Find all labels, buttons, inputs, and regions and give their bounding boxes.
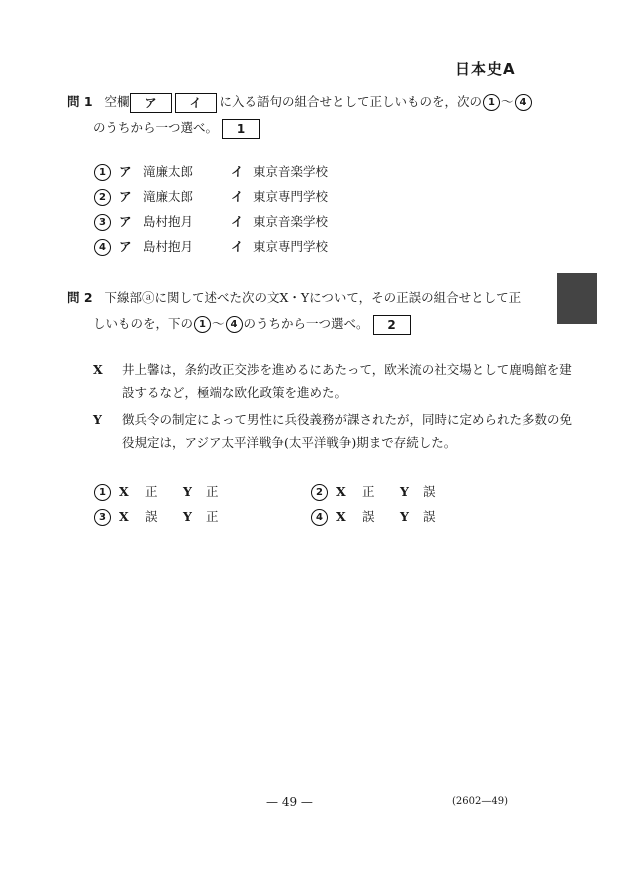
q2-line1 (67, 288, 521, 306)
tilde: 〜 (501, 94, 514, 109)
range-end-marker: 4 (226, 316, 243, 333)
y-label: Y (183, 509, 192, 524)
q1-option[interactable] (93, 187, 393, 207)
page-number: — 49 — (266, 795, 313, 809)
q2-line2-text-b: のうちから一つ選べ。 (243, 316, 369, 331)
q1-line1 (67, 92, 533, 113)
q2-label: 問 2 (67, 290, 93, 305)
y-label: Y (183, 484, 192, 499)
answer-box-2: 2 (373, 315, 411, 335)
option-number-marker: 1 (94, 484, 111, 501)
answer-box-1: 1 (222, 119, 260, 139)
x-value: 誤 (145, 509, 158, 524)
y-value: 正 (206, 484, 219, 499)
option-value-b: 東京音楽学校 (253, 214, 329, 229)
q1-option[interactable] (93, 162, 393, 182)
x-value: 正 (362, 484, 375, 499)
option-value-a: 島村抱月 (143, 239, 194, 254)
option-value-b: 東京専門学校 (253, 239, 329, 254)
option-value-b: 東京専門学校 (253, 189, 329, 204)
option-number-marker: 2 (94, 189, 111, 206)
option-number-marker: 4 (94, 239, 111, 256)
q1-text-b: に入る語句の組合せとして正しいものを，次の (219, 94, 483, 109)
y-label: Y (400, 509, 409, 524)
option-key-b: イ (231, 189, 244, 204)
page-edge-tab (557, 273, 597, 324)
y-value: 正 (206, 509, 219, 524)
q2-line2-text-a: しいものを，下の (93, 316, 194, 331)
q1-line2 (93, 118, 260, 139)
x-value: 誤 (362, 509, 375, 524)
statement-text: 井上馨は，条約改正交渉を進めるにあたって，欧米流の社交場として鹿鳴館を建設するなど，極端な欧化政策を進めた。 (122, 362, 572, 400)
q2-answer-option[interactable] (310, 507, 470, 527)
statement-label: X (93, 362, 103, 377)
subject-title: 日本史A (455, 60, 516, 78)
y-label: Y (400, 484, 409, 499)
option-number-marker: 3 (94, 214, 111, 231)
option-key-b: イ (231, 214, 244, 229)
option-value-a: 滝廉太郎 (143, 164, 194, 179)
statement-label: Y (93, 412, 102, 427)
statement-text: 徴兵令の制定によって男性に兵役義務が課されたが，同時に定められた多数の免役規定は，アジア太平洋戦争(太平洋戦争)期まで存続した。 (122, 412, 573, 450)
y-value: 誤 (423, 484, 436, 499)
x-value: 正 (145, 484, 158, 499)
option-value-b: 東京音楽学校 (253, 164, 329, 179)
q1-label: 問 1 (67, 94, 93, 109)
option-number-marker: 1 (94, 164, 111, 181)
q2-answer-option[interactable] (93, 507, 253, 527)
q2-answer-option[interactable] (93, 482, 253, 502)
x-label: X (336, 484, 346, 499)
option-value-a: 滝廉太郎 (143, 189, 194, 204)
q1-text-a: 空欄 (104, 94, 130, 109)
q1-option[interactable] (93, 212, 393, 232)
q2-line2 (93, 314, 411, 335)
page-code: (2602—49) (452, 796, 508, 807)
q2-answer-option[interactable] (310, 482, 470, 502)
y-value: 誤 (423, 509, 436, 524)
x-label: X (119, 509, 129, 524)
statement-x (93, 358, 593, 406)
q1-option[interactable] (93, 237, 393, 257)
range-end-marker: 4 (515, 94, 532, 111)
q1-line2-text: のうちから一つ選べ。 (93, 120, 219, 135)
range-start-marker: 1 (194, 316, 211, 333)
blank-b-box: イ (175, 93, 217, 113)
tilde: 〜 (212, 316, 225, 331)
option-number-marker: 3 (94, 509, 111, 526)
option-value-a: 島村抱月 (143, 214, 194, 229)
option-key-b: イ (231, 164, 244, 179)
option-number-marker: 2 (311, 484, 328, 501)
option-key-b: イ (231, 239, 244, 254)
option-key-a: ア (119, 189, 132, 204)
range-start-marker: 1 (483, 94, 500, 111)
q2-line1-text: 下線部ⓐに関して述べた次の文X・Yについて，その正誤の組合せとして正 (104, 290, 522, 305)
option-number-marker: 4 (311, 509, 328, 526)
blank-a-box: ア (130, 93, 172, 113)
x-label: X (119, 484, 129, 499)
option-key-a: ア (119, 214, 132, 229)
option-key-a: ア (119, 239, 132, 254)
option-key-a: ア (119, 164, 132, 179)
x-label: X (336, 509, 346, 524)
statement-y (93, 408, 593, 456)
